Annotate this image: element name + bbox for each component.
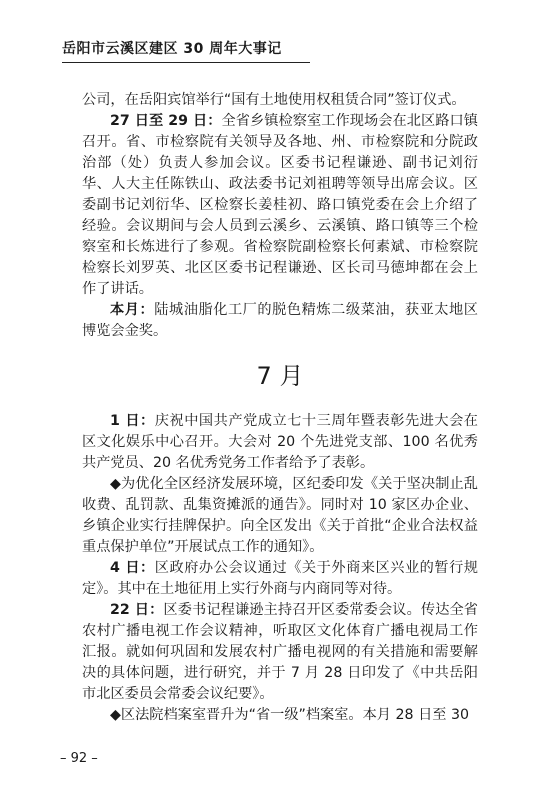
page-number: – 92 – xyxy=(60,751,98,766)
paragraph-text: 为优化全区经济发展环境，区纪委印发《关于坚决制止乱收费、乱罚款、乱集资摊派的通告》。同时对 10 家区办企业、乡镇企业实行挂牌保护。向全区发出《关于首批“企业合法权益重点保护单位”开展试点工作的通知》。 xyxy=(82,476,478,555)
entry-date: 1 日： xyxy=(110,413,155,429)
paragraph-entry xyxy=(82,111,478,300)
page-body xyxy=(82,90,478,726)
paragraph-text: 全省乡镇检察室工作现场会在北区路口镇召开。省、市检察院有关领导及各地、州、市检察院和分院政治部（处）负责人参加会议。区委书记程谦逊、副书记刘衍华、人大主任陈铁山、政法委书记刘祖聘等领导出席会议。区委副书记刘衍华、区检察长姜桂初、路口镇党委在会上介绍了经验。会议期间与会人员到云溪乡、云溪镇、路口镇等三个检察室和长炼进行了参观。省检察院副检察长何素斌、市检察院检察长刘罗英、北区区委书记程谦逊、区长司马德坤都在会上作了讲话。 xyxy=(82,113,478,297)
paragraph-text: 庆祝中国共产党成立七十三周年暨表彰先进大会在区文化娱乐中心召开。大会对 20 个先进党支部、100 名优秀共产党员、20 名优秀党务工作者给予了表彰。 xyxy=(82,413,478,471)
paragraph-text: 区政府办公会议通过《关于外商来区兴业的暂行规定》。其中在土地征用上实行外商与内商同等对待。 xyxy=(82,560,478,597)
paragraph-entry xyxy=(82,600,478,705)
paragraph-continuation xyxy=(82,90,478,111)
entry-date: 22 日： xyxy=(110,602,164,618)
paragraph-bullet xyxy=(82,474,478,558)
running-header: 岳阳市云溪区建区 30 周年大事记 xyxy=(62,41,282,57)
paragraph-bullet xyxy=(82,705,478,726)
entry-date: 27 日至 29 日： xyxy=(110,113,222,129)
diamond-bullet-icon: ◆ xyxy=(110,476,122,492)
paragraph-entry xyxy=(82,300,478,342)
month-heading: 7 月 xyxy=(256,362,304,390)
diamond-bullet-icon: ◆ xyxy=(110,707,121,723)
paragraph-entry xyxy=(82,411,478,474)
paragraph-text: 公司，在岳阳宾馆举行“国有土地使用权租赁合同”签订仪式。 xyxy=(82,92,466,108)
entry-date: 4 日： xyxy=(110,560,155,576)
paragraph-entry xyxy=(82,558,478,600)
paragraph-text: 区法院档案室晋升为“省一级”档案室。本月 28 日至 30 xyxy=(120,707,470,723)
entry-date: 本月： xyxy=(110,302,155,318)
paragraph-text: 陆城油脂化工厂的脱色精炼二级菜油，获亚太地区博览会金奖。 xyxy=(82,302,478,339)
paragraph-text: 区委书记程谦逊主持召开区委常委会议。传达全省农村广播电视工作会议精神，听取区文化体育广播电视局工作汇报。就如何巩固和发展农村广播电视网的有关措施和需要解决的具体问题，进行研究，并于 7 月 28 日印发了《中共岳阳市北区委员会常委会议纪要》。 xyxy=(82,602,478,702)
header-rule xyxy=(62,62,310,63)
